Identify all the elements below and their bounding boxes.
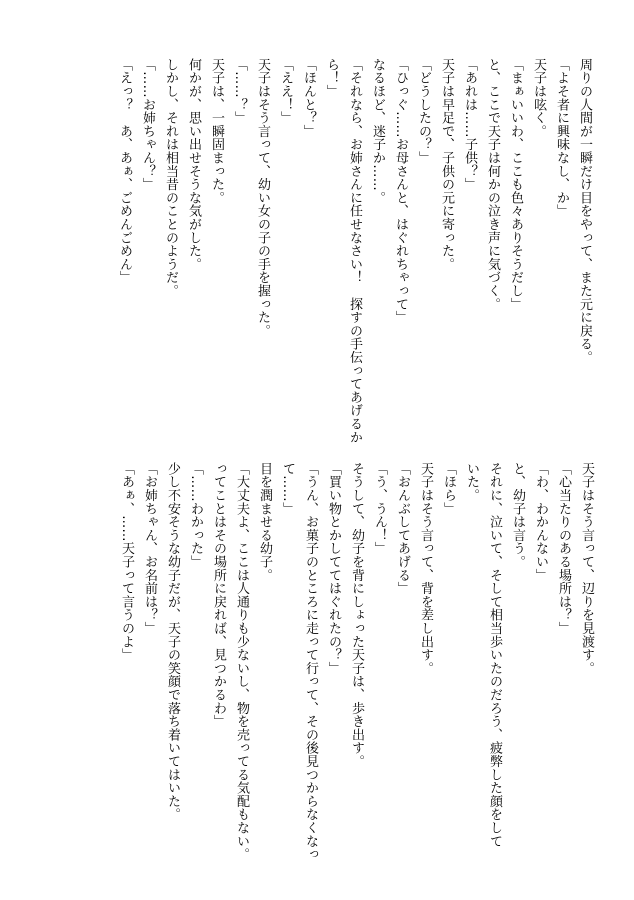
text-line: 「まぁいいわ、ここも色々ありそうだし」 xyxy=(508,58,523,311)
text-line: 「ひっぐ……お母さんと、はぐれちゃって」 xyxy=(393,58,408,324)
text-line: て……」 xyxy=(280,462,295,516)
text-line: ってことはその場所に戻れば、見つかるわ」 xyxy=(211,462,226,728)
text-line: 「どうしたの？」 xyxy=(416,58,431,165)
text-line: いた。 xyxy=(464,462,479,502)
text-line: 「それなら、お姉さんに任せなさい！ 探すの手伝ってあげるか xyxy=(347,58,362,444)
text-line: 「よそ者に興味なし、か」 xyxy=(554,58,569,218)
text-line: 「う、うん！」 xyxy=(372,462,387,556)
text-line: しかし、それは相当昔のことのようだ。 xyxy=(163,58,178,298)
text-block-top xyxy=(113,58,596,458)
text-line: 天子は早足で、子供の元に寄った。 xyxy=(439,58,454,271)
text-line: 「おんぶしてあげる」 xyxy=(395,462,410,595)
text-line: 「お姉ちゃん、お名前は？」 xyxy=(142,462,157,635)
text-line: 天子はそう言って、辺りを見渡す。 xyxy=(579,462,594,675)
text-line: 天子はそう言って、背を差し出す。 xyxy=(418,462,433,675)
text-line: 「わ、わかんない」 xyxy=(533,462,548,582)
text-line: 天子はそう言って、幼い女の子の手を握った。 xyxy=(255,58,270,338)
text-line: 「大丈夫よ、ここは人通りも少ないし、物を売ってる気配もない。 xyxy=(234,462,249,861)
text-line: なるほど、迷子か……。 xyxy=(370,58,385,205)
text-line: 「えっ？ あ、あぁ、ごめんごめん」 xyxy=(117,58,132,285)
text-line: 周りの人間が一瞬だけ目をやって、また元に戻る。 xyxy=(577,58,592,364)
text-line: 天子は呟く。 xyxy=(531,58,546,138)
text-line: 「あぁ、……天子って言うのよ」 xyxy=(119,462,134,662)
text-line: 「……わかった」 xyxy=(188,462,203,569)
text-line: 「……？」 xyxy=(232,58,247,125)
text-line: 何かが、思い出せそうな気がした。 xyxy=(186,58,201,271)
text-line: 「買い物とかしててはぐれたの？」 xyxy=(326,462,341,675)
text-line: 少し不安そうな幼子だが、天子の笑顔で落ち着いてはいた。 xyxy=(165,462,180,822)
text-line: 「心当たりのある場所は？」 xyxy=(556,462,571,635)
text-line: 「ほんと？」 xyxy=(301,58,316,138)
text-line: それに、泣いて、そして相当歩いたのだろう、疲弊した顔をして xyxy=(487,462,502,848)
text-line: 目を潤ませる幼子。 xyxy=(257,462,272,582)
text-block-bottom xyxy=(115,462,598,862)
text-line: 「……お姉ちゃん？」 xyxy=(140,58,155,191)
text-line: と、ここで天子は何かの泣き声に気づく。 xyxy=(485,58,500,311)
text-line: 天子は、一瞬固まった。 xyxy=(209,58,224,205)
text-line: 「ええ！」 xyxy=(278,58,293,125)
text-line: 「あれは……子供？」 xyxy=(462,58,477,191)
text-line: 「うん、お菓子のところに走って行って、その後見つからなくなっ xyxy=(303,462,318,861)
text-line: ら！」 xyxy=(324,58,339,98)
text-line: そうして、幼子を背にしょった天子は、歩き出す。 xyxy=(349,462,364,768)
text-line: と、幼子は言う。 xyxy=(510,462,525,569)
text-line: 「ほら」 xyxy=(441,462,456,516)
